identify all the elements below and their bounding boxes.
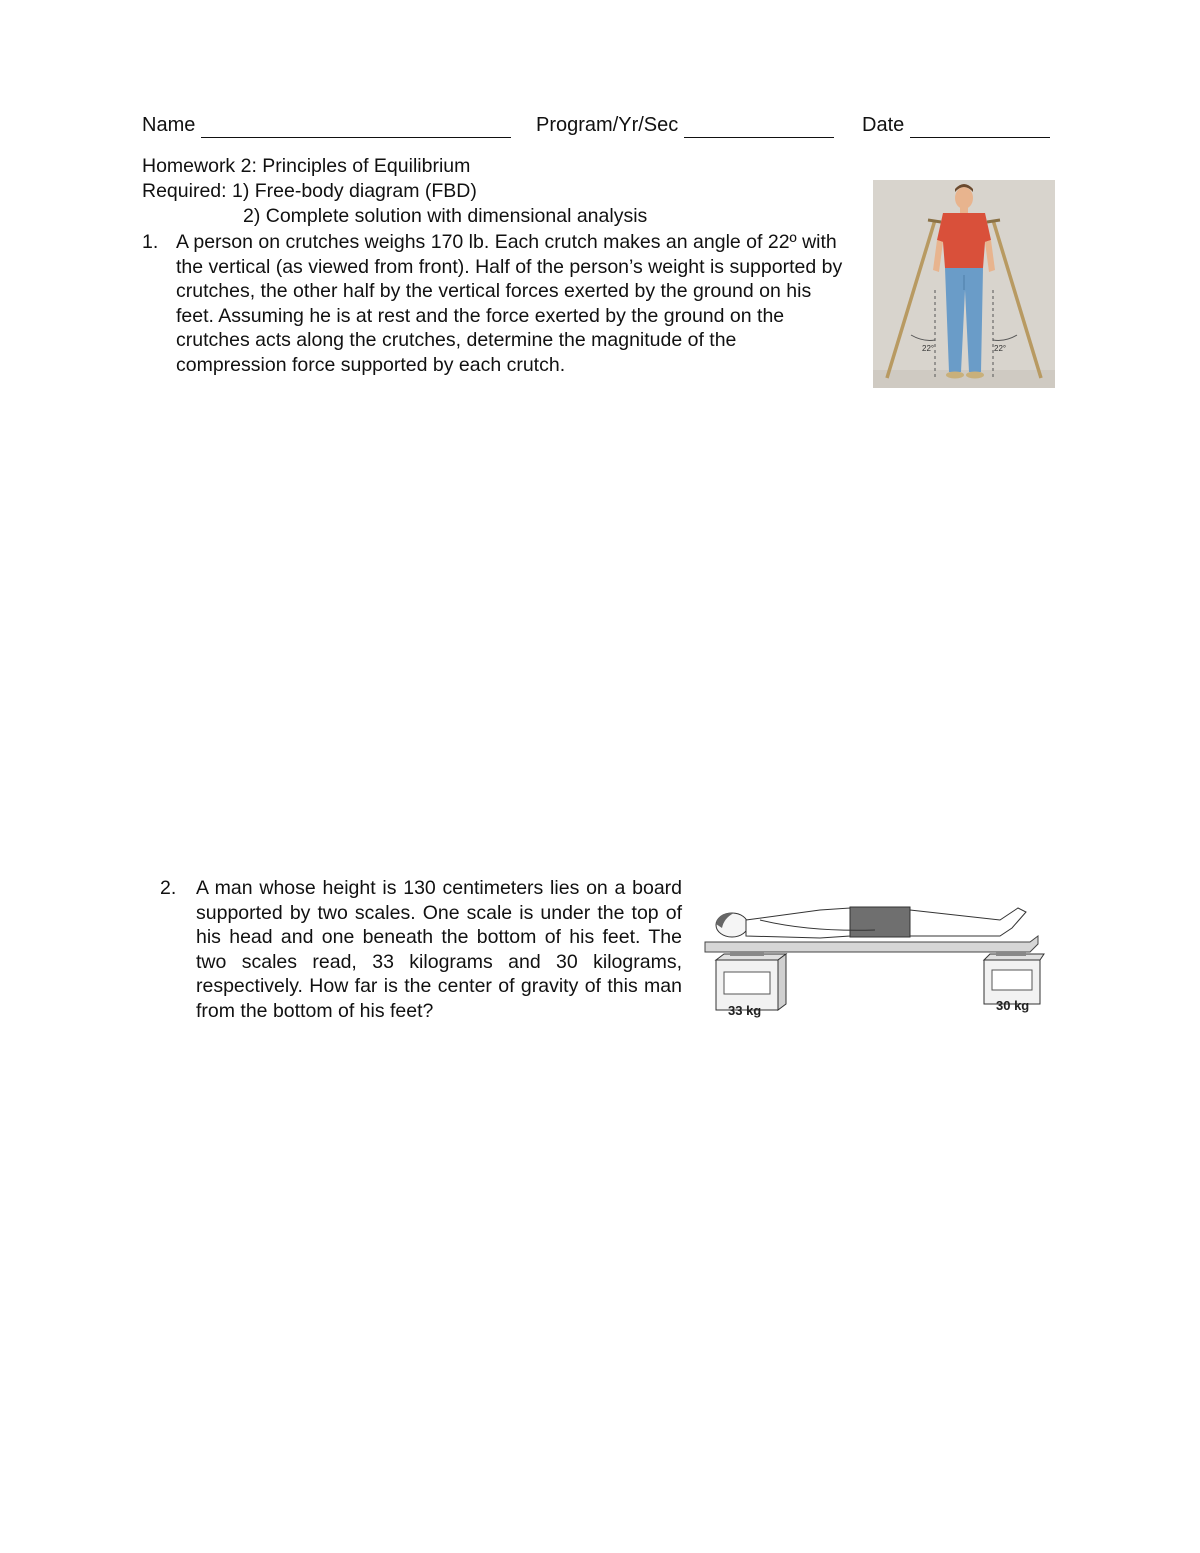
required-line-1: Required: 1) Free-body diagram (FBD) (142, 180, 477, 202)
problem-2-text: A man whose height is 130 centimeters lies on a board supported by two scales. One scale is under the top of his head and one beneath the bottom of his feet. The two scales read, 33 kilograms and 30 kilograms, respectively. How far is the center of gravity of this man from the bottom of his feet? (196, 877, 682, 1022)
problem-1-text: A person on crutches weighs 170 lb. Each crutch makes an angle of 22º with the vertical (as viewed from front). Half of the person’s weight is supported by crutches, the other half by the vertical forces exerted by the ground on his feet. Assuming he is at rest and the force exerted by the ground on the crutches acts along the crutches, determine the magnitude of the compression force supported by each crutch. (176, 231, 843, 376)
scales-illustration (700, 880, 1045, 1020)
program-blank-line[interactable] (684, 117, 834, 138)
left-scale-label: 33 kg (728, 1003, 762, 1018)
left-angle-label: 22° (922, 344, 935, 353)
header-row (142, 112, 1062, 142)
required-line-2: 2) Complete solution with dimensional analysis (243, 205, 648, 227)
name-field (142, 112, 511, 138)
right-angle-label: 22° (994, 344, 1007, 353)
crutches-illustration (873, 180, 1055, 388)
problem-2-number: 2. (160, 877, 177, 899)
homework-title: Homework 2: Principles of Equilibrium (142, 155, 471, 177)
problem-2 (160, 876, 685, 1026)
name-label: Name (142, 114, 196, 136)
scales-figure (700, 880, 1045, 1020)
date-field (862, 112, 1050, 138)
lying-man-shorts (850, 907, 910, 937)
head (955, 187, 973, 209)
program-label: Program/Yr/Sec (536, 114, 679, 136)
right-scale-label: 30 kg (996, 998, 1030, 1013)
shirt (937, 213, 991, 268)
name-blank-line[interactable] (201, 117, 511, 138)
problem-1 (142, 230, 862, 390)
program-field (536, 112, 834, 138)
date-blank-line[interactable] (910, 117, 1050, 138)
date-label: Date (862, 114, 905, 136)
problem-1-number: 1. (142, 231, 159, 253)
crutches-figure (873, 180, 1055, 388)
